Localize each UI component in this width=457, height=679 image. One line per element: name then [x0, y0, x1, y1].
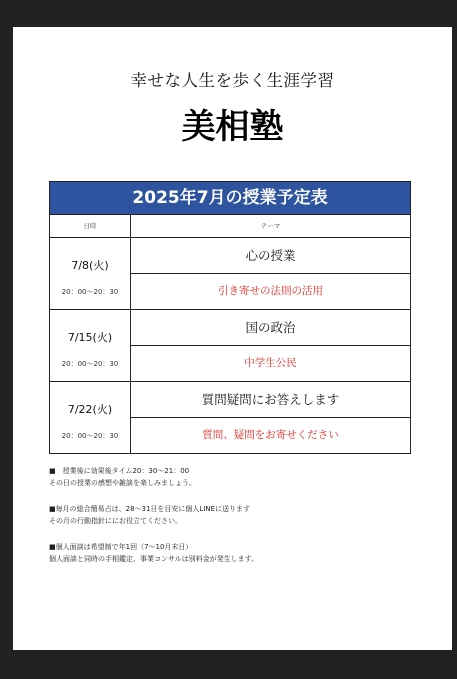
note-item: [49, 541, 429, 565]
theme-cell: [131, 382, 410, 453]
document-page: [13, 27, 452, 650]
schedule-title: 2025年7月の授業予定表: [50, 182, 410, 215]
date-cell: [50, 238, 131, 309]
notes-section: [49, 465, 429, 579]
note-line: ■毎月の総合簡易占は、28～31日を目安に個人LINEに送ります: [49, 505, 251, 513]
lesson-time: 20：00～20：30: [61, 360, 119, 368]
lesson-subtheme: 質問、疑問をお寄せください: [202, 429, 339, 441]
table-row: [50, 310, 410, 382]
lesson-theme: 心の授業: [131, 238, 410, 274]
note-item: [49, 465, 429, 489]
date-cell: [50, 310, 131, 381]
table-row: [50, 382, 410, 453]
column-headers: [50, 215, 410, 238]
lesson-theme: 質問疑問にお答えします: [131, 382, 410, 418]
lesson-subtheme: 引き寄せの法則の活用: [218, 285, 323, 297]
lesson-time: 20：00～20：30: [61, 432, 119, 440]
subtitle: 幸せな人生を歩く生涯学習: [130, 71, 335, 90]
lesson-time: 20：00～20：30: [61, 288, 119, 296]
lesson-date: 7/15(火): [67, 331, 113, 344]
note-line: ■ 授業後に効果後タイム20：30～21：00: [49, 467, 190, 475]
note-line: ■個人面談は希望制で年1回（7～10月末日）: [49, 543, 193, 551]
theme-cell: [131, 310, 410, 381]
schedule-table: [49, 181, 411, 454]
lesson-subtheme: 中学生公民: [244, 357, 297, 369]
column-header-theme: テーマ: [260, 222, 281, 230]
column-header-date: 日時: [50, 215, 131, 237]
lesson-date: 7/8(火): [71, 259, 109, 272]
note-line: 個人面談と同時の手相鑑定、事業コンサルは別料金が発生します。: [49, 555, 259, 563]
lesson-theme: 国の政治: [131, 310, 410, 346]
table-row: [50, 238, 410, 310]
date-cell: [50, 382, 131, 453]
page-title: 美相塾: [181, 107, 284, 147]
lesson-date: 7/22(火): [67, 403, 113, 416]
theme-cell: [131, 238, 410, 309]
note-item: [49, 503, 429, 527]
note-line: その月の行動指針ににお役立てください。: [49, 517, 182, 525]
note-line: その日の授業の感想や雑談を楽しみましょう。: [49, 479, 196, 487]
